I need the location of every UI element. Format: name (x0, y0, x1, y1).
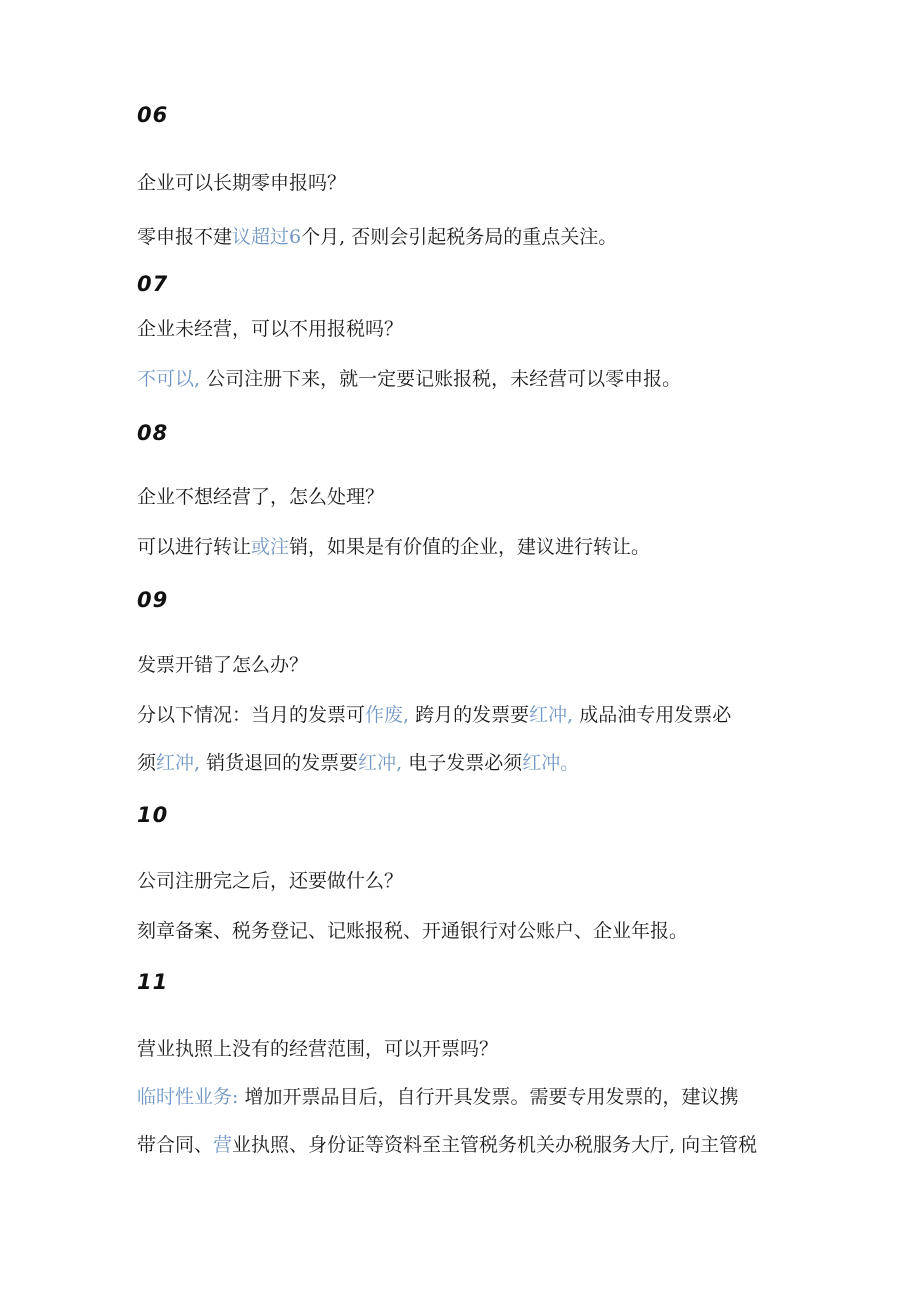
answer-highlight: 不可以, (137, 368, 201, 390)
answer-segment: 销货退回的发票要 (200, 752, 359, 774)
answer-segment: 成品油专用发票必 (573, 704, 732, 726)
answer-highlight: 红冲。 (522, 752, 580, 774)
item-number: 09 (137, 588, 169, 612)
question-text: 企业不想经营了，怎么处理？ (137, 486, 385, 508)
answer-segment: 跨月的发票要 (409, 704, 530, 726)
item-number: 06 (137, 103, 169, 127)
answer-segment: 可以进行转让 (137, 536, 252, 558)
item-number: 11 (137, 970, 169, 994)
answer-line (137, 225, 797, 249)
answer-line (137, 1085, 797, 1109)
answer-line (137, 751, 797, 775)
item-number: 07 (137, 272, 169, 296)
answer-line (137, 1133, 797, 1157)
question-text: 营业执照上没有的经营范围，可以开票吗？ (137, 1038, 499, 1060)
answer-line (137, 919, 797, 943)
answer-line (137, 535, 797, 559)
answer-segment: 业执照、身份证等资料至主管税务机关办税服务大厅, 向主管税 (232, 1134, 758, 1156)
answer-highlight: 营 (213, 1134, 233, 1156)
answer-highlight: 或注 (251, 536, 290, 558)
question-text: 发票开错了怎么办？ (137, 654, 309, 676)
answer-line (137, 367, 797, 391)
answer-segment: 电子发票必须 (402, 752, 523, 774)
answer-segment: 个月, 否则会引起税务局的重点关注。 (301, 226, 618, 248)
answer-segment: 公司注册下来，就一定要记账报税，未经营可以零申报。 (200, 368, 682, 390)
item-number: 08 (137, 421, 169, 445)
answer-highlight: 临时性业务: (137, 1086, 239, 1108)
answer-segment: 销，如果是有价值的企业，建议进行转让。 (289, 536, 651, 558)
answer-segment: 分以下情况：当月的发票可 (137, 704, 366, 726)
answer-segment: 增加开票品目后，自行开具发票。需要专用发票的，建议携 (238, 1086, 739, 1108)
answer-segment: 零申报不建 (137, 226, 233, 248)
answer-line (137, 703, 797, 727)
question-text: 企业可以长期零申报吗？ (137, 172, 347, 194)
answer-highlight: 红冲, (529, 704, 574, 726)
item-number: 10 (137, 803, 169, 827)
answer-highlight: 红冲, (156, 752, 201, 774)
answer-segment: 须 (137, 752, 157, 774)
answer-highlight: 作废, (365, 704, 410, 726)
answer-segment: 刻章备案、税务登记、记账报税、开通银行对公账户、企业年报。 (137, 920, 689, 942)
answer-segment: 带合同、 (137, 1134, 214, 1156)
answer-highlight: 红冲, (358, 752, 403, 774)
question-text: 企业未经营，可以不用报税吗？ (137, 318, 404, 340)
question-text: 公司注册完之后，还要做什么？ (137, 870, 404, 892)
answer-highlight: 议超过6 (232, 226, 302, 248)
